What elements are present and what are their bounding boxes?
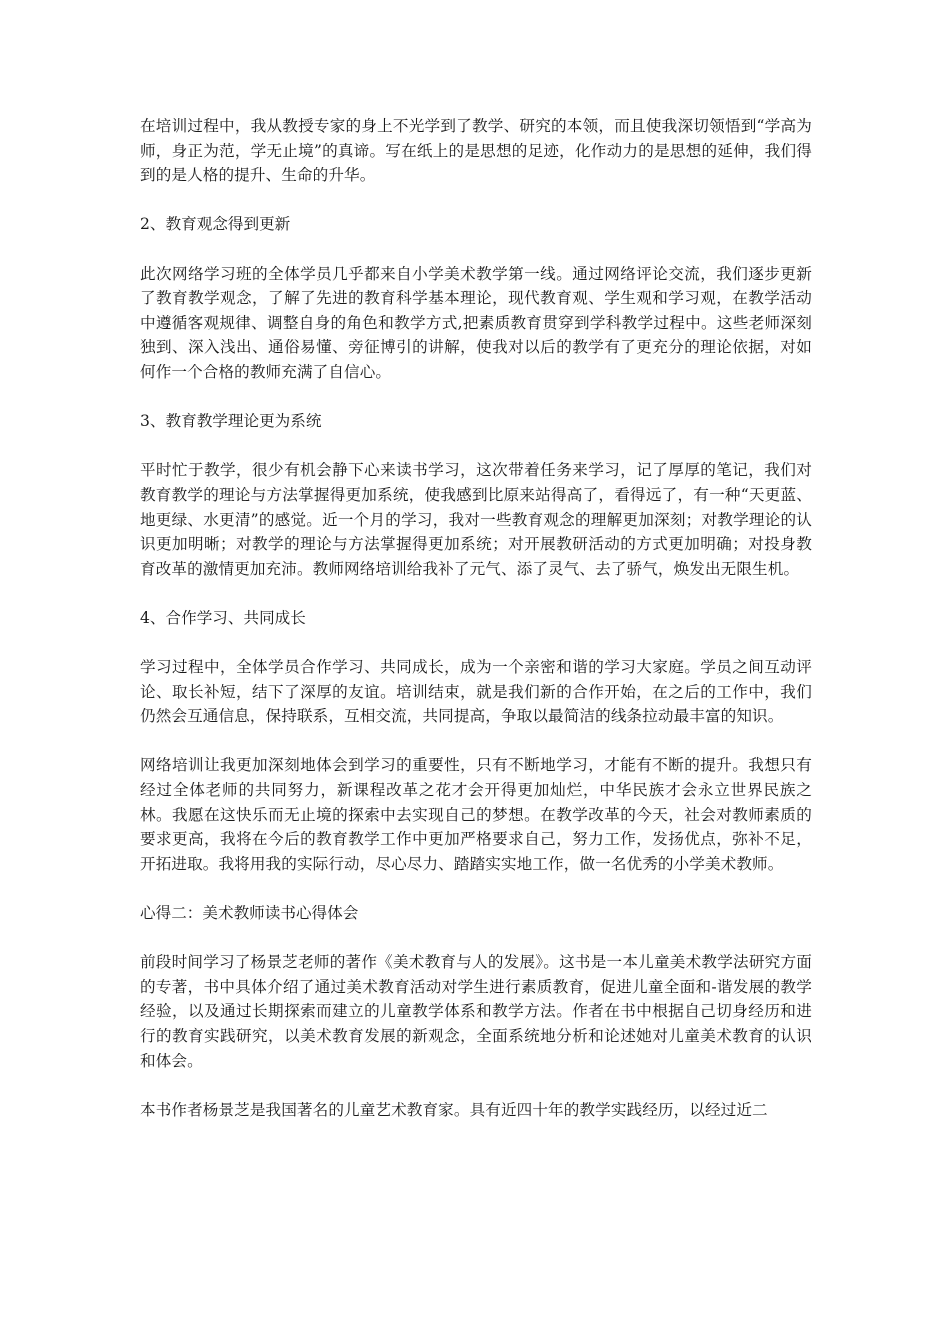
- paragraph-theory-system: 平时忙于教学，很少有机会静下心来读书学习，这次带着任务来学习，记了厚厚的笔记，我们对教育教学的理论与方法掌握得更加系统，使我感到比原来站得高了，看得远了，有一种“天更蓝、地更绿、水更清”的感觉。近一个月的学习，我对一些教育观念的理解更加深刻；对教学理论的认识更加明晰；对教学的理论与方法掌握得更加系统；对开展教研活动的方式更加明确；对投身教育改革的激情更加充沛。教师网络培训给我补了元气、添了灵气、去了骄气，焕发出无限生机。: [140, 461, 812, 578]
- section-heading-reflection-two: 心得二：美术教师读书心得体会: [140, 904, 359, 922]
- paragraph-book-intro: 前段时间学习了杨景芝老师的著作《美术教育与人的发展》。这书是一本儿童美术教学法研究方面的专著，书中具体介绍了通过美术教育活动对学生进行素质教育，促进儿童全面和-谐发展的教学经验，以及通过长期探索而建立的儿童教学体系和教学方法。作者在书中根据自己切身经历和进行的教育实践研究，以美术教育发展的新观念，全面系统地分析和论述她对儿童美术教育的认识和体会。: [140, 953, 812, 1070]
- paragraph-author-intro: 本书作者杨景芝是我国著名的儿童艺术教育家。具有近四十年的教学实践经历，以经过近二: [140, 1100, 768, 1119]
- paragraph-cooperative-learning: 学习过程中，全体学员合作学习、共同成长，成为一个亲密和谐的学习大家庭。学员之间互动评论、取长补短，结下了深厚的友谊。培训结束，就是我们新的合作开始，在之后的工作中，我们仍然会互通信息，保持联系，互相交流，共同提高，争取以最简洁的线条拉动最丰富的知识。: [140, 658, 812, 726]
- document-page: [140, 114, 812, 1122]
- section-heading-2: 2、教育观念得到更新: [140, 215, 291, 234]
- section-heading-3: 3、教育教学理论更为系统: [140, 412, 322, 431]
- paragraph-conclusion: 网络培训让我更加深刻地体会到学习的重要性，只有不断地学习，才能有不断的提升。我想只有经过全体老师的共同努力，新课程改革之花才会开得更加灿烂，中华民族才会永立世界民族之林。我愿在这快乐而无止境的探索中去实现自己的梦想。在教学改革的今天，社会对教师素质的要求更高，我将在今后的教育教学工作中更加严格要求自己，努力工作，发扬优点，弥补不足，开拓进取。我将用我的实际行动，尽心尽力、踏踏实实地工作，做一名优秀的小学美术教师。: [140, 756, 812, 873]
- paragraph-training-insight: 在培训过程中，我从教授专家的身上不光学到了教学、研究的本领，而且使我深切领悟到“学高为师，身正为范，学无止境”的真谛。写在纸上的是思想的足迹，化作动力的是思想的延伸，我们得到的是人格的提升、生命的升华。: [140, 117, 812, 185]
- paragraph-education-concepts: 此次网络学习班的全体学员几乎都来自小学美术教学第一线。通过网络评论交流，我们逐步更新了教育教学观念，了解了先进的教育科学基本理论，现代教育观、学生观和学习观，在教学活动中遵循客观规律、调整自身的角色和教学方式,把素质教育贯穿到学科教学过程中。这些老师深刻独到、深入浅出、通俗易懂、旁征博引的讲解，使我对以后的教学有了更充分的理论依据，对如何作一个合格的教师充满了自信心。: [140, 264, 812, 381]
- section-heading-4: 4、合作学习、共同成长: [140, 608, 306, 627]
